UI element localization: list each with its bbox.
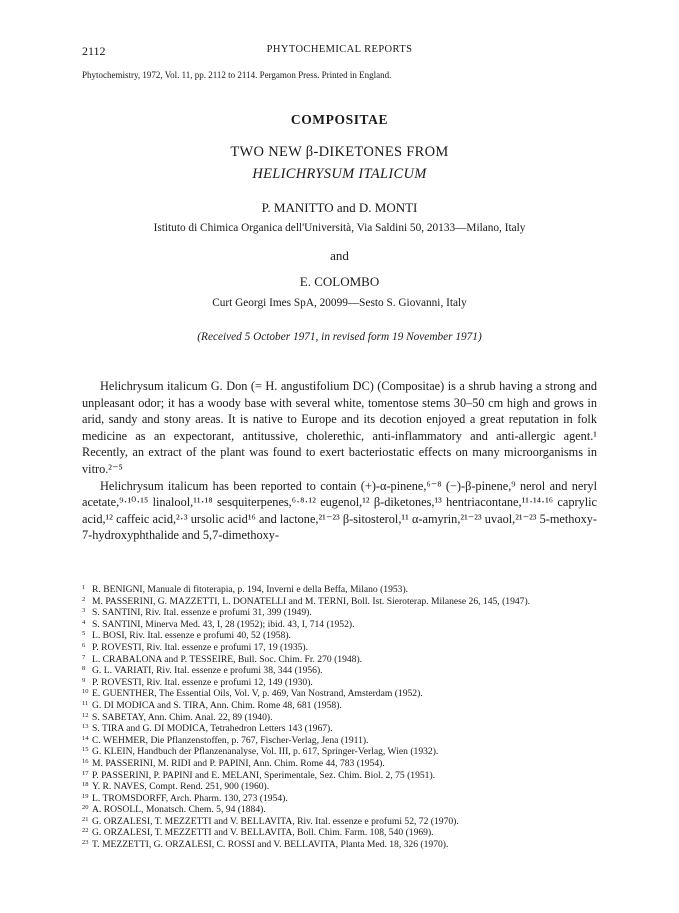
reference-item <box>82 804 612 816</box>
reference-item <box>82 677 612 689</box>
reference-text: A. ROSOLL, Monatsch. Chem. 5, 94 (1884). <box>92 804 266 816</box>
plant-family-heading: COMPOSITAE <box>290 112 389 127</box>
reference-number: 20 <box>82 804 89 812</box>
article-title-line-2: HELICHRYSUM ITALICUM <box>252 166 427 182</box>
reference-number: 1 <box>82 584 86 591</box>
reference-item <box>82 654 612 666</box>
reference-text: S. SABETAY, Ann. Chim. Anal. 22, 89 (1940). <box>92 711 273 723</box>
reference-item <box>82 770 612 782</box>
reference-text: Y. R. NAVES, Compt. Rend. 251, 900 (1960). <box>92 781 270 793</box>
reference-item <box>82 712 612 724</box>
reference-number: 19 <box>82 792 89 800</box>
reference-item <box>82 642 612 654</box>
reference-text: L. CRABALONA and P. TESSEIRE, Bull. Soc. Chim. Fr. 270 (1948). <box>92 653 363 665</box>
reference-item <box>82 619 612 631</box>
reference-number: 5 <box>82 630 86 638</box>
reference-text: S. TIRA and G. DI MODICA, Tetrahedron Letters 143 (1967). <box>92 723 333 735</box>
reference-text: G. ORZALESI, T. MEZZETTI and V. BELLAVITA, Riv. Ital. essenze e profumi 52, 72 (1970). <box>92 815 459 827</box>
reference-number: 9 <box>82 676 86 684</box>
reference-number: 6 <box>82 641 86 649</box>
reference-item <box>82 735 612 747</box>
reference-item <box>82 596 612 608</box>
reference-item <box>82 700 612 712</box>
reference-text: P. PASSERINI, P. PAPINI and E. MELANI, Sperimentale, Sez. Chim. Biol. 2, 75 (1951). <box>92 769 436 781</box>
journal-section-title: PHYTOCHEMICAL REPORTS <box>266 44 413 55</box>
reference-number: 21 <box>82 815 89 823</box>
reference-text: L. BOSI, Riv. Ital. essenze e profumi 40, 52 (1958). <box>92 630 291 642</box>
reference-number: 16 <box>82 757 89 765</box>
affiliation-2: Curt Georgi Imes SpA, 20099—Sesto S. Giovanni, Italy <box>212 297 467 309</box>
reference-text: G. ORZALESI, T. MEZZETTI and V. BELLAVITA, Boll. Chim. Farm. 108, 540 (1969). <box>92 827 434 839</box>
reference-text: P. ROVESTI, Riv. Ital. essenze e profumi 17, 19 (1935). <box>92 641 309 653</box>
reference-text: L. TROMSDORFF, Arch. Pharm. 130, 273 (1954). <box>92 792 288 804</box>
reference-item <box>82 816 612 828</box>
article-body <box>82 378 597 544</box>
reference-text: G. KLEIN, Handbuch der Pflanzenanalyse, Vol. III, p. 617, Springer-Verlag, Wien (1932). <box>92 746 439 758</box>
reference-number: 17 <box>82 769 89 777</box>
reference-number: 15 <box>82 746 89 754</box>
reference-text: S. SANTINI, Riv. Ital. essenze e profumi 31, 399 (1949). <box>92 607 312 619</box>
reference-item <box>82 630 612 642</box>
reference-number: 8 <box>82 665 86 673</box>
author-2: E. COLOMBO <box>299 274 380 289</box>
reference-text: C. WEHMER, Die Pflanzenstoffen, p. 767, Fischer-Verlag, Jena (1911). <box>92 734 369 746</box>
reference-item <box>82 723 612 735</box>
article-title-line-1: TWO NEW β-DIKETONES FROM <box>230 144 449 160</box>
reference-text: G. DI MODICA and S. TIRA, Ann. Chim. Rome 48, 681 (1958). <box>92 699 342 711</box>
reference-number: 11 <box>82 699 89 707</box>
reference-number: 22 <box>82 827 89 835</box>
reference-item <box>82 665 612 677</box>
reference-number: 18 <box>82 781 89 789</box>
reference-item <box>82 781 612 793</box>
running-header <box>82 44 597 60</box>
page-number: 2112 <box>82 44 106 58</box>
reference-number: 2 <box>82 595 86 603</box>
reference-text: M. PASSERINI, M. RIDI and P. PAPINI, Ann. Chim. Rome 44, 783 (1954). <box>92 757 385 769</box>
reference-item <box>82 827 612 839</box>
authors: P. MANITTO and D. MONTI <box>261 200 418 215</box>
body-paragraph-2: Helichrysum italicum has been reported to contain (+)-α-pinene,⁶⁻⁸ (−)-β-pinene,⁹ nerol and neryl acetate,⁹·¹⁰·¹⁵ linalool,¹¹·¹⁸ sesquiterpenes,⁶·⁸·¹² eugenol,¹² β-diketones,¹³ hentriacontane,¹¹·¹⁴·¹⁶ caprylic acid,¹² caffeic acid,²·³ ursolic acid¹⁶ and lactone,²¹⁻²³ β-sitosterol,¹¹ α-amyrin,²¹⁻²³ uvaol,²¹⁻²³ 5-methoxy-7-hydroxyphthalide and 5,7-dimethoxy- <box>82 478 597 543</box>
received-date: (Received 5 October 1971, in revised form 19 November 1971) <box>197 331 482 343</box>
reference-item <box>82 746 612 758</box>
reference-item <box>82 584 612 596</box>
reference-item <box>82 607 612 619</box>
reference-text: E. GUENTHER, The Essential Oils, Vol. V, p. 469, Van Nostrand, Amsterdam (1952). <box>92 688 423 700</box>
reference-text: M. PASSERINI, G. MAZZETTI, L. DONATELLI and M. TERNI, Boll. Ist. Sieroterap. Milanese 26, 145, (1947). <box>92 595 531 607</box>
reference-item <box>82 758 612 770</box>
reference-item <box>82 793 612 805</box>
affiliation-1: Istituto di Chimica Organica dell'Università, Via Saldini 50, 20133—Milano, Italy <box>153 222 526 234</box>
reference-item <box>82 688 612 700</box>
reference-number: 3 <box>82 607 86 615</box>
reference-item <box>82 839 612 851</box>
reference-number: 7 <box>82 653 86 661</box>
reference-number: 12 <box>82 711 89 719</box>
reference-number: 10 <box>82 688 89 696</box>
reference-text: G. L. VARIATI, Riv. Ital. essenze e profumi 38, 344 (1956). <box>92 665 323 677</box>
body-paragraph-1: Helichrysum italicum G. Don (= H. angustifolium DC) (Compositae) is a shrub having a strong and unpleasant odor; it has a woody base with several white, tomentose stems 30–50 cm high and grows in arid, sandy and stony areas. It is native to Europe and its decotion enjoyed a great reputation in folk medicine as an expectorant, antitussive, cholerethic, anti-inflammatory and anti-allergic agent.¹ Recently, an extract of the plant was found to exert bacteriostatic effects on many microorganisms in vitro.²⁻⁵ <box>82 379 597 476</box>
reference-number: 23 <box>82 839 89 847</box>
reference-text: T. MEZZETTI, G. ORZALESI, C. ROSSI and V. BELLAVITA, Planta Med. 18, 326 (1970). <box>92 839 449 851</box>
reference-text: P. ROVESTI, Riv. Ital. essenze e profumi 12, 149 (1930). <box>92 676 313 688</box>
reference-text: R. BENIGNI, Manuale di fitoterapia, p. 194, Inverni e della Beffa, Milano (1953). <box>92 584 409 595</box>
reference-number: 4 <box>82 618 86 626</box>
reference-text: S. SANTINI, Minerva Med. 43, I, 28 (1952); ibid. 43, I, 714 (1952). <box>92 618 355 630</box>
reference-number: 14 <box>82 734 89 742</box>
reference-number: 13 <box>82 723 89 731</box>
author-conjunction: and <box>330 248 349 263</box>
footnote-references <box>82 584 612 851</box>
journal-citation: Phytochemistry, 1972, Vol. 11, pp. 2112 to 2114. Pergamon Press. Printed in England. <box>82 70 392 80</box>
